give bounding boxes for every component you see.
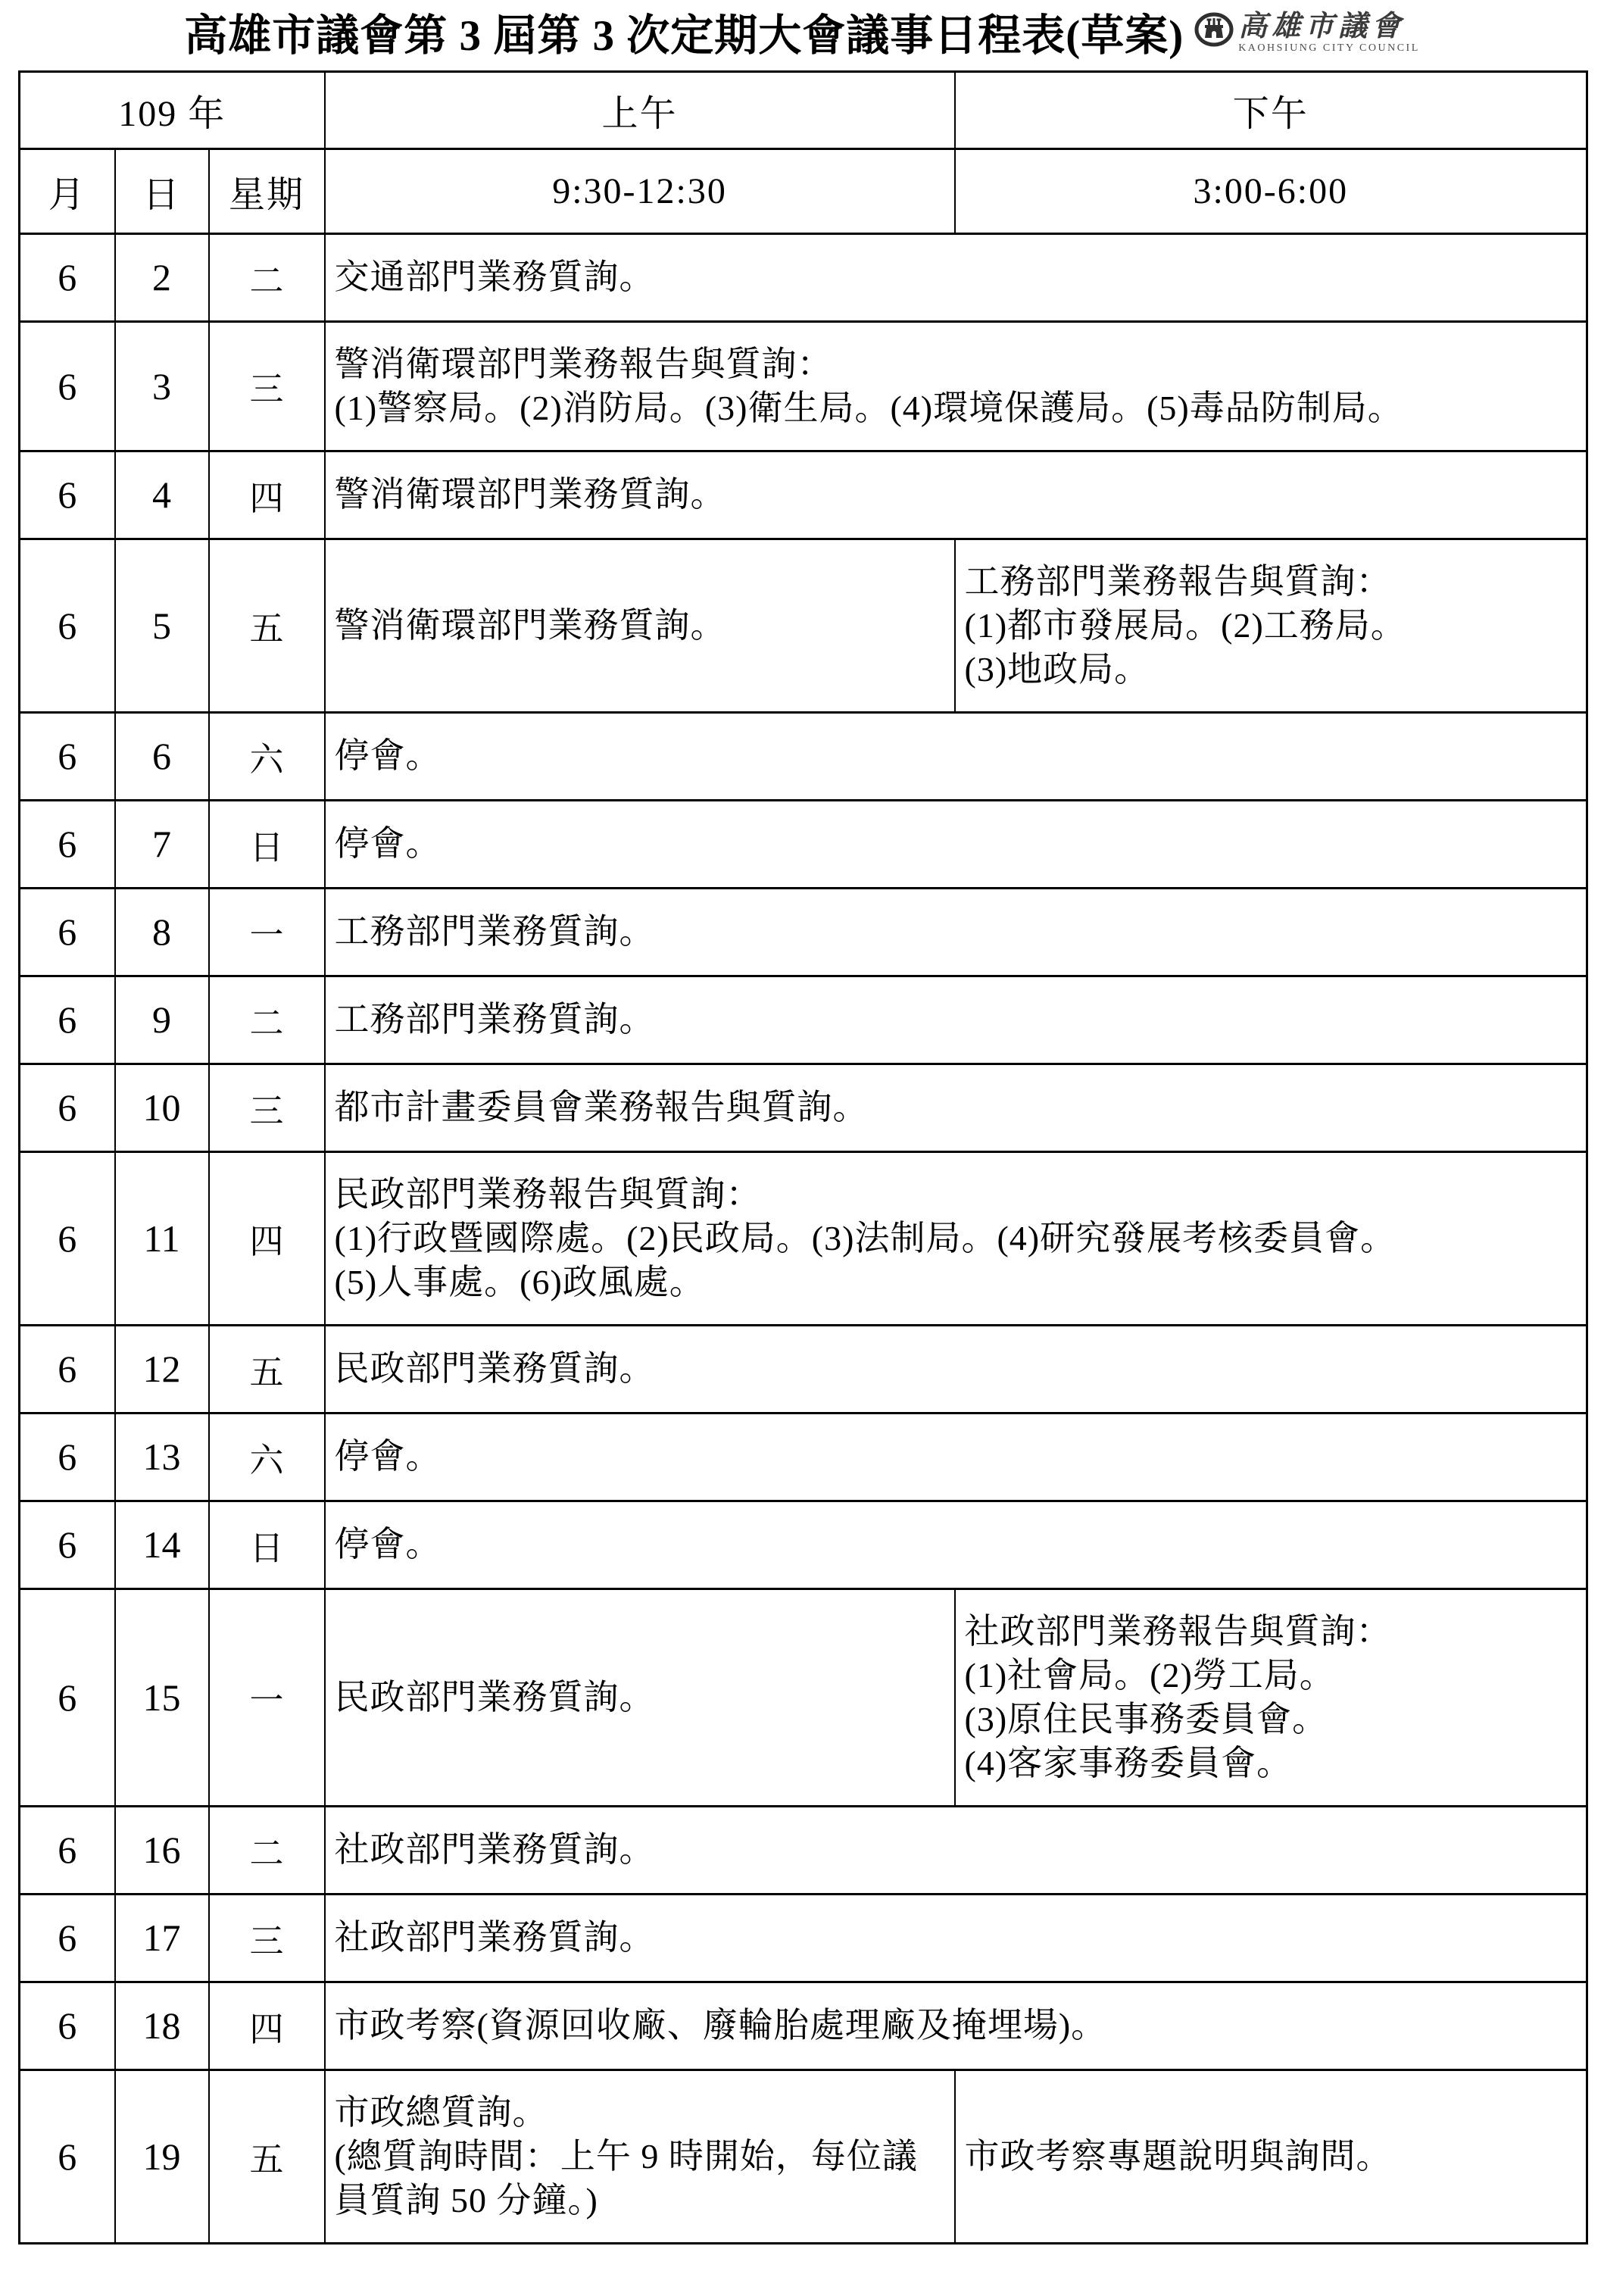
schedule-row: [20, 1588, 1587, 1806]
agenda-line: 警消衛環部門業務報告與質詢：: [334, 344, 833, 383]
month-cell: 6: [20, 1588, 115, 1806]
agenda-schedule-table: [18, 70, 1588, 2244]
agenda-line: (總質詢時間：上午 9 時開始，每位議員質詢 50 分鐘。): [334, 2136, 918, 2219]
month-cell: 6: [20, 1151, 115, 1325]
day-cell: 6: [115, 712, 209, 800]
weekday-cell: 一: [209, 1588, 325, 1806]
council-emblem-icon: [1194, 12, 1234, 47]
schedule-row: [20, 1413, 1587, 1501]
agenda-line: (1)社會局。(2)勞工局。: [964, 1655, 1335, 1695]
schedule-body: [20, 233, 1587, 2243]
month-cell: 6: [20, 233, 115, 321]
full-day-agenda-cell: [325, 1982, 1587, 2070]
schedule-row: [20, 800, 1587, 888]
full-day-agenda-cell: [325, 712, 1587, 800]
schedule-row: [20, 321, 1587, 451]
day-cell: 17: [115, 1894, 209, 1982]
full-day-agenda-cell: [325, 1894, 1587, 1982]
schedule-row: [20, 976, 1587, 1064]
title-bar: [0, 6, 1604, 70]
afternoon-time-cell: 3:00-6:00: [955, 148, 1587, 233]
month-cell: 6: [20, 321, 115, 451]
agenda-line: (5)人事處。(6)政風處。: [334, 1262, 705, 1301]
weekday-cell: 五: [209, 1325, 325, 1413]
morning-time-cell: 9:30-12:30: [325, 148, 955, 233]
full-day-agenda-cell: [325, 233, 1587, 321]
weekday-cell: 四: [209, 451, 325, 539]
agenda-line: (3)原住民事務委員會。: [964, 1699, 1328, 1738]
agenda-line: 交通部門業務質詢。: [334, 258, 655, 297]
agenda-line: (4)客家事務委員會。: [964, 1743, 1293, 1782]
morning-agenda-cell: [325, 2070, 955, 2243]
agenda-line: 民政部門業務報告與質詢：: [334, 1174, 762, 1214]
weekday-cell: 二: [209, 233, 325, 321]
logo-en-name: KAOHSIUNG CITY COUNCIL: [1238, 42, 1420, 54]
weekday-cell: 二: [209, 1806, 325, 1894]
schedule-row: [20, 712, 1587, 800]
logo-text: [1238, 12, 1420, 55]
morning-header-cell: 上午: [325, 71, 955, 148]
agenda-line: 市政考察專題說明與詢問。: [964, 2136, 1392, 2176]
full-day-agenda-cell: [325, 1501, 1587, 1588]
weekday-cell: 五: [209, 2070, 325, 2243]
weekday-cell: 三: [209, 1064, 325, 1151]
day-cell: 11: [115, 1151, 209, 1325]
full-day-agenda-cell: [325, 321, 1587, 451]
month-cell: 6: [20, 1982, 115, 2070]
month-cell: 6: [20, 1501, 115, 1588]
schedule-row: [20, 539, 1587, 712]
agenda-line: 都市計畫委員會業務報告與質詢。: [334, 1088, 869, 1127]
afternoon-agenda-cell: [955, 1588, 1587, 1806]
agenda-line: 社政部門業務報告與質詢：: [964, 1611, 1392, 1651]
weekday-cell: 二: [209, 976, 325, 1064]
day-cell: 8: [115, 888, 209, 976]
schedule-row: [20, 888, 1587, 976]
day-cell: 4: [115, 451, 209, 539]
day-header-cell: 日: [115, 148, 209, 233]
agenda-line: 工務部門業務質詢。: [334, 912, 655, 951]
month-cell: 6: [20, 1894, 115, 1982]
weekday-cell: 六: [209, 1413, 325, 1501]
full-day-agenda-cell: [325, 976, 1587, 1064]
weekday-cell: 日: [209, 1501, 325, 1588]
schedule-row: [20, 1982, 1587, 2070]
schedule-row: [20, 1806, 1587, 1894]
full-day-agenda-cell: [325, 451, 1587, 539]
month-cell: 6: [20, 976, 115, 1064]
full-day-agenda-cell: [325, 1325, 1587, 1413]
agenda-line: 停會。: [334, 1437, 442, 1476]
day-cell: 13: [115, 1413, 209, 1501]
schedule-row: [20, 233, 1587, 321]
day-cell: 2: [115, 233, 209, 321]
agenda-line: (1)行政暨國際處。(2)民政局。(3)法制局。(4)研究發展考核委員會。: [334, 1218, 1396, 1257]
day-cell: 3: [115, 321, 209, 451]
page-title: 高雄市議會第 3 屆第 3 次定期大會議事日程表(草案): [184, 12, 1184, 60]
schedule-row: [20, 1894, 1587, 1982]
weekday-cell: 日: [209, 800, 325, 888]
header-row-1: [20, 71, 1587, 148]
morning-agenda-cell: [325, 539, 955, 712]
weekday-cell: 四: [209, 1982, 325, 2070]
month-cell: 6: [20, 800, 115, 888]
weekday-header-cell: 星期: [209, 148, 325, 233]
full-day-agenda-cell: [325, 1806, 1587, 1894]
agenda-line: (3)地政局。: [964, 649, 1150, 689]
schedule-row: [20, 2070, 1587, 2243]
agenda-line: 工務部門業務質詢。: [334, 1000, 655, 1039]
schedule-row: [20, 1151, 1587, 1325]
agenda-line: 停會。: [334, 1525, 442, 1564]
weekday-cell: 五: [209, 539, 325, 712]
schedule-row: [20, 1501, 1587, 1588]
full-day-agenda-cell: [325, 1151, 1587, 1325]
month-cell: 6: [20, 1806, 115, 1894]
weekday-cell: 三: [209, 1894, 325, 1982]
agenda-line: 停會。: [334, 736, 442, 776]
month-cell: 6: [20, 539, 115, 712]
agenda-line: (1)都市發展局。(2)工務局。: [964, 605, 1406, 645]
month-cell: 6: [20, 712, 115, 800]
header-row-2: [20, 148, 1587, 233]
day-cell: 19: [115, 2070, 209, 2243]
day-cell: 16: [115, 1806, 209, 1894]
full-day-agenda-cell: [325, 1413, 1587, 1501]
agenda-line: 市政總質詢。: [334, 2092, 548, 2132]
agenda-line: 市政考察(資源回收廠、廢輪胎處理廠及掩埋場)。: [334, 2006, 1107, 2045]
year-header-cell: 109 年: [20, 71, 325, 148]
month-header-cell: 月: [20, 148, 115, 233]
weekday-cell: 三: [209, 321, 325, 451]
agenda-line: 民政部門業務質詢。: [334, 1349, 655, 1389]
logo-zh-name: 高雄市議會: [1238, 11, 1406, 42]
agenda-line: 民政部門業務質詢。: [334, 1677, 655, 1717]
month-cell: 6: [20, 451, 115, 539]
afternoon-header-cell: 下午: [955, 71, 1587, 148]
afternoon-agenda-cell: [955, 539, 1587, 712]
month-cell: 6: [20, 1413, 115, 1501]
day-cell: 10: [115, 1064, 209, 1151]
weekday-cell: 一: [209, 888, 325, 976]
afternoon-agenda-cell: [955, 2070, 1587, 2243]
day-cell: 12: [115, 1325, 209, 1413]
full-day-agenda-cell: [325, 1064, 1587, 1151]
weekday-cell: 六: [209, 712, 325, 800]
morning-agenda-cell: [325, 1588, 955, 1806]
weekday-cell: 四: [209, 1151, 325, 1325]
agenda-line: 警消衛環部門業務質詢。: [334, 605, 726, 645]
day-cell: 18: [115, 1982, 209, 2070]
agenda-line: 社政部門業務質詢。: [334, 1918, 655, 1957]
agenda-line: 警消衛環部門業務質詢。: [334, 475, 726, 514]
council-logo: [1194, 12, 1420, 55]
day-cell: 14: [115, 1501, 209, 1588]
agenda-line: (1)警察局。(2)消防局。(3)衛生局。(4)環境保護局。(5)毒品防制局。: [334, 388, 1403, 427]
agenda-line: 停會。: [334, 824, 442, 864]
month-cell: 6: [20, 1064, 115, 1151]
day-cell: 15: [115, 1588, 209, 1806]
agenda-line: 社政部門業務質詢。: [334, 1830, 655, 1870]
day-cell: 7: [115, 800, 209, 888]
month-cell: 6: [20, 1325, 115, 1413]
schedule-row: [20, 1064, 1587, 1151]
month-cell: 6: [20, 888, 115, 976]
day-cell: 9: [115, 976, 209, 1064]
day-cell: 5: [115, 539, 209, 712]
agenda-line: 工務部門業務報告與質詢：: [964, 561, 1392, 601]
full-day-agenda-cell: [325, 800, 1587, 888]
month-cell: 6: [20, 2070, 115, 2243]
schedule-row: [20, 1325, 1587, 1413]
full-day-agenda-cell: [325, 888, 1587, 976]
schedule-row: [20, 451, 1587, 539]
